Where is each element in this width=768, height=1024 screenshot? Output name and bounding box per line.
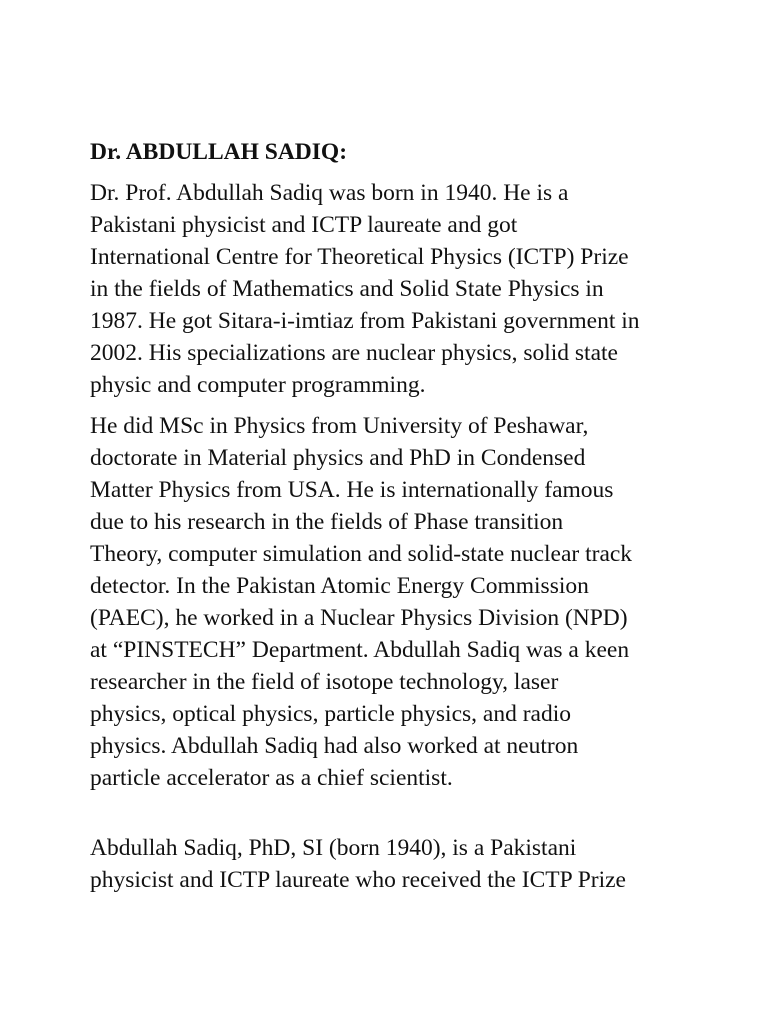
- text-line: physic and computer programming.: [90, 372, 426, 398]
- paragraph-summary: [90, 832, 690, 896]
- text-line: detector. In the Pakistan Atomic Energy Commission: [90, 573, 589, 599]
- paragraph-education-research: [90, 410, 690, 794]
- text-line: due to his research in the fields of Phase transition: [90, 509, 564, 535]
- paragraph-biography-intro: [90, 177, 690, 401]
- text-line: 1987. He got Sitara-i-imtiaz from Pakistani government in: [90, 308, 640, 334]
- text-line: at “PINSTECH” Department. Abdullah Sadiq was a keen: [90, 637, 630, 663]
- text-line: Theory, computer simulation and solid-state nuclear track: [90, 541, 633, 567]
- text-line: He did MSc in Physics from University of Peshawar,: [90, 413, 589, 439]
- text-line: physics, optical physics, particle physics, and radio: [90, 701, 571, 727]
- text-line: researcher in the field of isotope technology, laser: [90, 669, 559, 695]
- text-line: Matter Physics from USA. He is internationally famous: [90, 477, 614, 503]
- text-line: doctorate in Material physics and PhD in Condensed: [90, 445, 586, 471]
- text-line: physicist and ICTP laureate who received the ICTP Prize: [90, 867, 626, 893]
- document-body: [90, 136, 690, 905]
- text-line: physics. Abdullah Sadiq had also worked at neutron: [90, 733, 579, 759]
- text-line: particle accelerator as a chief scientist.: [90, 765, 453, 791]
- text-line: Abdullah Sadiq, PhD, SI (born 1940), is a Pakistani: [90, 835, 577, 861]
- text-line: 2002. His specializations are nuclear physics, solid state: [90, 340, 618, 366]
- document-heading: Dr. ABDULLAH SADIQ:: [90, 139, 348, 165]
- text-line: Pakistani physicist and ICTP laureate and got: [90, 212, 518, 238]
- text-line: in the fields of Mathematics and Solid State Physics in: [90, 276, 604, 302]
- text-line: Dr. Prof. Abdullah Sadiq was born in 1940. He is a: [90, 180, 569, 206]
- text-line: International Centre for Theoretical Physics (ICTP) Prize: [90, 244, 629, 270]
- text-line: (PAEC), he worked in a Nuclear Physics Division (NPD): [90, 605, 628, 631]
